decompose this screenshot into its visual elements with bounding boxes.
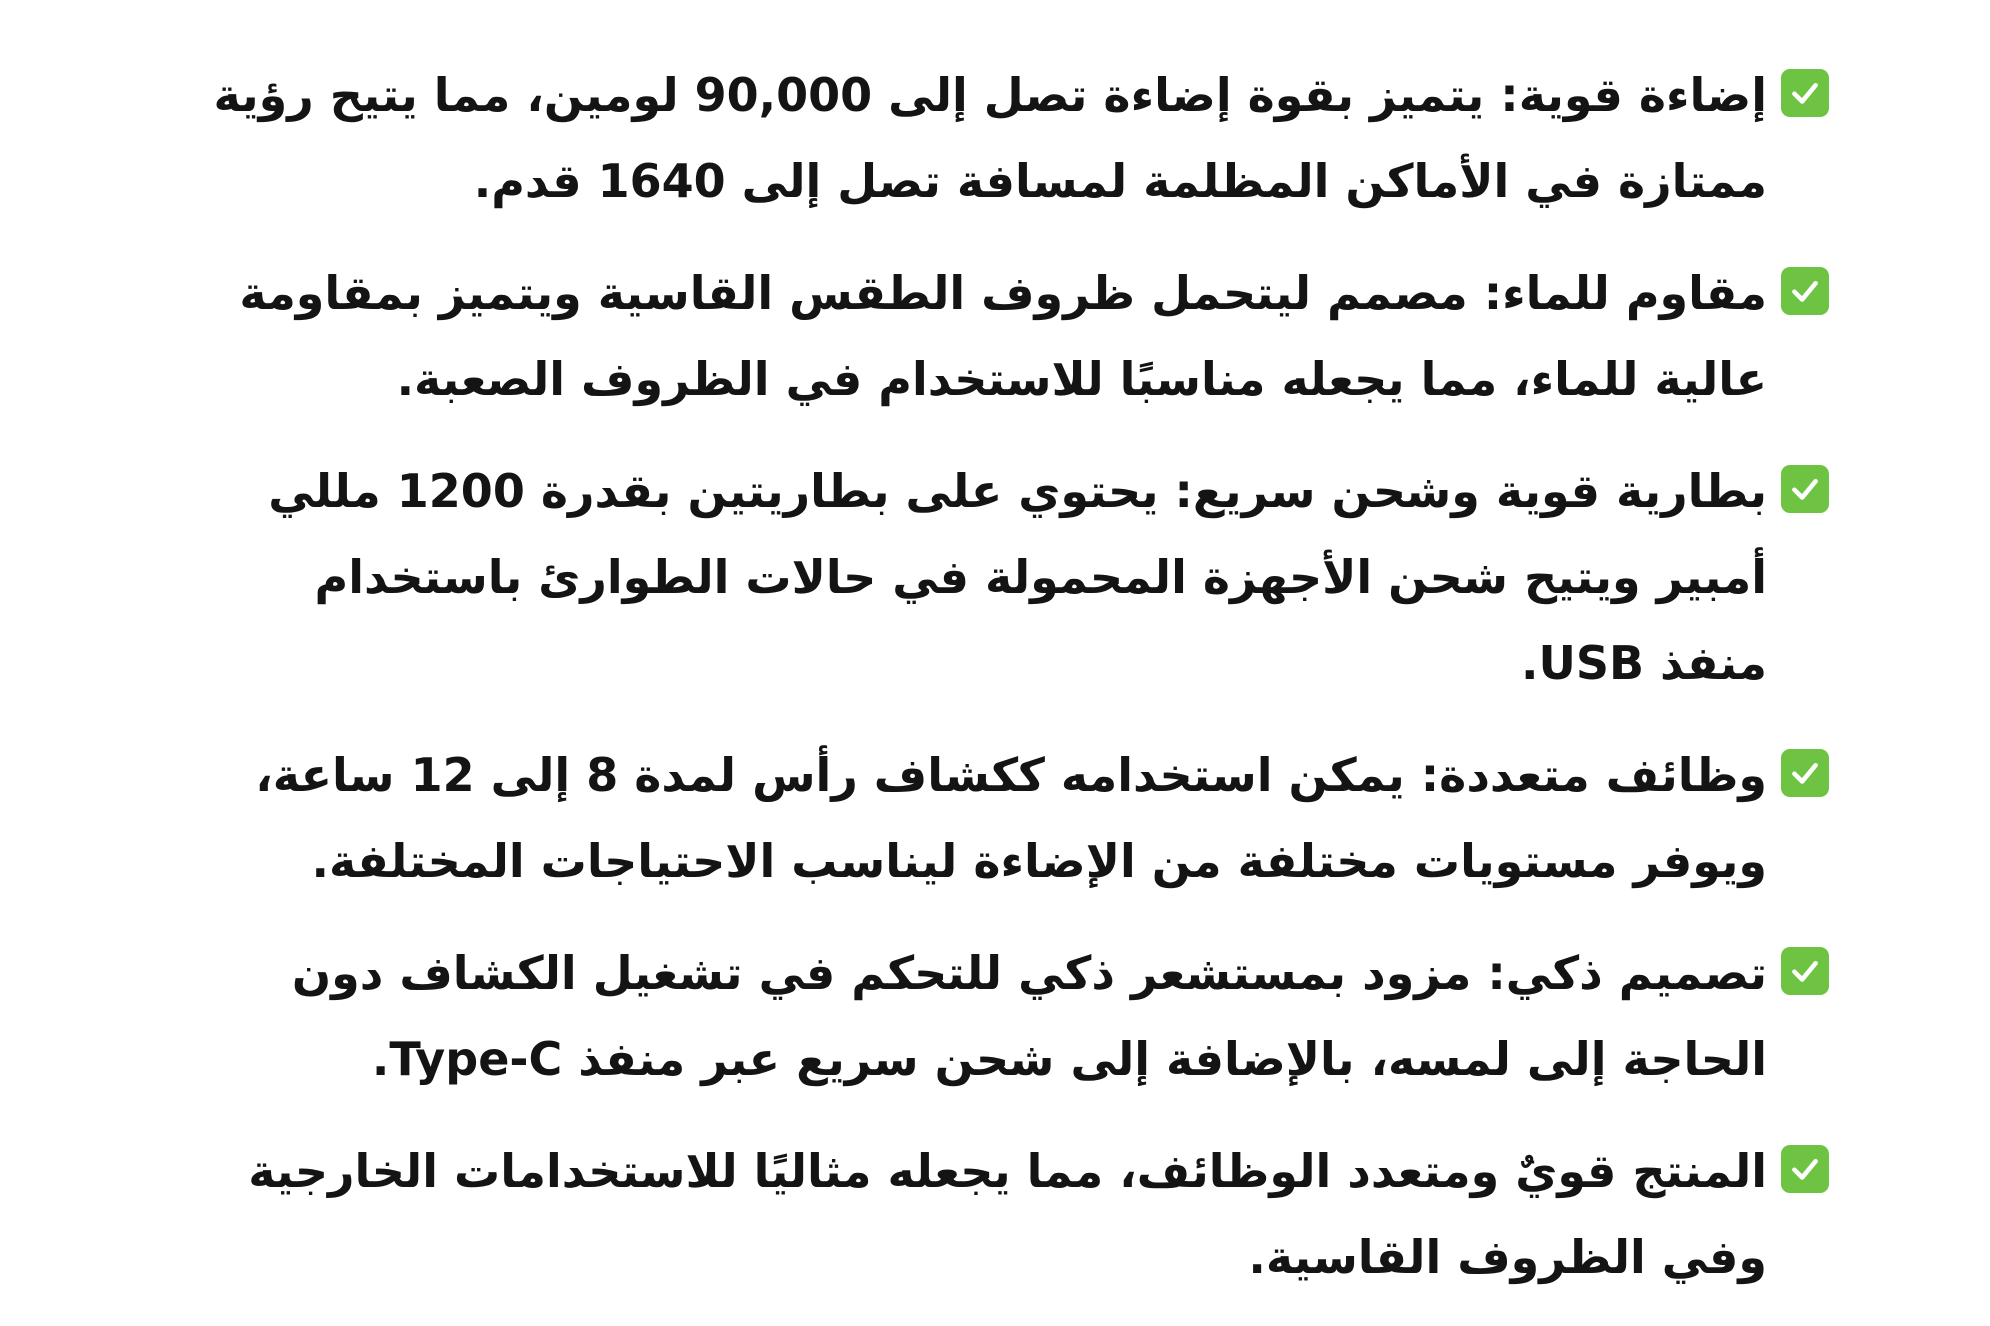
feature-item-multifunction: [199, 732, 1829, 904]
feature-list: [199, 52, 1829, 1326]
feature-item-summary: [199, 1128, 1829, 1300]
check-mark-icon: [1781, 69, 1829, 117]
feature-text: المنتج قويٌ ومتعدد الوظائف، مما يجعله مثاليًا للاستخدامات الخارجية وفي الظروف القاسية.: [248, 1144, 1767, 1284]
feature-text: إضاءة قوية: يتميز بقوة إضاءة تصل إلى 90,000 لومين، مما يتيح رؤية ممتازة في الأماكن المظلمة لمسافة تصل إلى 1640 قدم.: [213, 68, 1767, 208]
check-mark-icon: [1781, 465, 1829, 513]
check-mark-icon: [1781, 947, 1829, 995]
check-mark-icon: [1781, 1145, 1829, 1193]
feature-text: وظائف متعددة: يمكن استخدامه ككشاف رأس لمدة 8 إلى 12 ساعة، ويوفر مستويات مختلفة من الإضاءة ليناسب الاحتياجات المختلفة.: [255, 748, 1767, 888]
feature-text: مقاوم للماء: مصمم ليتحمل ظروف الطقس القاسية ويتميز بمقاومة عالية للماء، مما يجعله مناسبًا للاستخدام في الظروف الصعبة.: [239, 266, 1767, 406]
feature-item-battery: [199, 448, 1829, 706]
check-mark-icon: [1781, 749, 1829, 797]
check-mark-icon: [1781, 267, 1829, 315]
feature-item-waterproof: [199, 250, 1829, 422]
feature-text: بطارية قوية وشحن سريع: يحتوي على بطاريتين بقدرة 1200 مللي أمبير ويتيح شحن الأجهزة المحمولة في حالات الطوارئ باستخدام منفذ USB.: [268, 464, 1767, 690]
feature-text: تصميم ذكي: مزود بمستشعر ذكي للتحكم في تشغيل الكشاف دون الحاجة إلى لمسه، بالإضافة إلى شحن سريع عبر منفذ Type-C.: [291, 946, 1767, 1086]
feature-item-smart-design: [199, 930, 1829, 1102]
feature-item-lighting: [199, 52, 1829, 224]
